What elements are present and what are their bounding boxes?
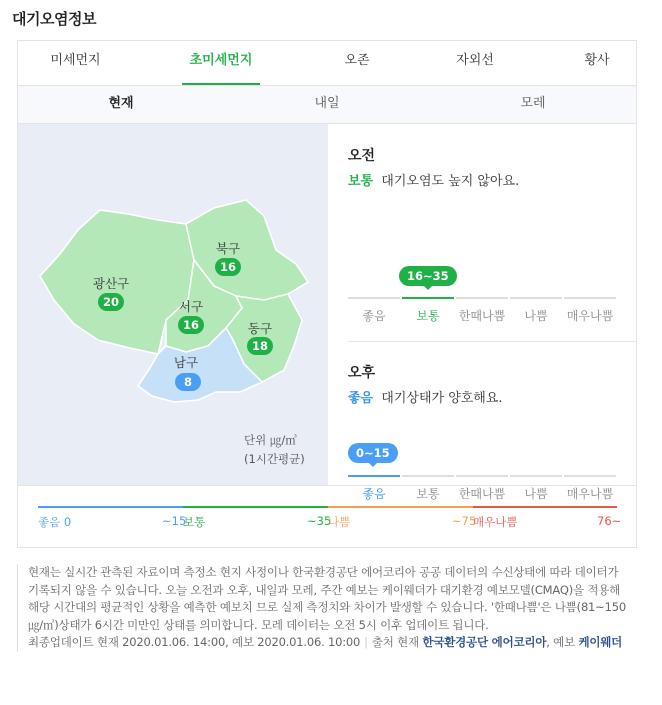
pollutant-tabs xyxy=(18,41,636,86)
source-prefix: 출처 현재 xyxy=(371,635,419,649)
district-value-buk: 16 xyxy=(215,258,241,276)
kweather-link[interactable]: 케이웨더 xyxy=(578,635,623,649)
district-value-seo: 16 xyxy=(178,316,204,334)
district-label-buk: 북구 xyxy=(215,241,241,256)
pm-period-title: 오후 xyxy=(348,365,376,381)
legend-max-bad: ~75 xyxy=(452,514,477,528)
period-divider xyxy=(348,341,636,342)
tab-ultrafine-dust[interactable]: 초미세먼지 xyxy=(182,41,260,85)
district-label-seo: 서구 xyxy=(178,299,204,314)
tab-fine-dust[interactable]: 미세먼지 xyxy=(50,53,101,68)
pm-gauge-segment-very-bad xyxy=(564,475,616,477)
pm-gauge-label-normal: 보통 xyxy=(416,487,440,501)
am-gauge-segment-normal xyxy=(402,297,454,299)
district-label-nam: 남구 xyxy=(173,355,199,370)
pm-gauge-label-good: 좋음 xyxy=(362,487,386,501)
am-gauge-label-very-bad: 매우나쁨 xyxy=(566,309,614,323)
airkorea-link[interactable]: 한국환경공단 에어코리아 xyxy=(422,635,547,649)
am-gauge-label-partly-bad: 한때나쁨 xyxy=(458,309,506,323)
district-value-dong: 18 xyxy=(247,337,273,355)
am-gauge-segment-very-bad xyxy=(564,297,616,299)
notes-footer xyxy=(28,634,629,652)
data-notes xyxy=(17,564,629,652)
pm-gauge-segment-normal xyxy=(402,475,454,477)
notes-body: 현재는 실시간 관측된 자료이며 측정소 현지 사정이나 한국환경공단 에어코리아 공공 데이터의 수신상태에 따라 데이터가 기록되지 않을 수 있습니다. 오늘 오전과 오후, 내일과 모레, 주간 예보는 케이웨더가 대기환경 예보모델(CMAQ)을 적용해 해당 시간대의 평균적인 상황을 예측한 예보치 므로 실제 측정치와 차이가 발생할 수 있습니다. '한때나쁨'은 나쁨(81~150㎍/㎥)상태가 6시간 미만인 상태를 의미합니다. 모레 데이터는 오전 5시 이후 업데이트 됩니다. xyxy=(28,565,626,632)
pm-gauge-label-very-bad: 매우나쁨 xyxy=(566,487,614,501)
district-label-dong: 동구 xyxy=(247,321,273,336)
time-tabs xyxy=(18,86,636,124)
unit-average-line: (1시간평균) xyxy=(244,452,305,466)
district-value-gwangsan: 20 xyxy=(98,293,124,311)
pm-grade: 좋음 xyxy=(348,391,374,406)
pm-gauge-label-bad: 나쁨 xyxy=(524,487,548,501)
legend-bar-good xyxy=(38,506,183,508)
forecast-info xyxy=(328,124,636,501)
air-quality-panel xyxy=(17,40,637,548)
legend-label-bad: 나쁨 xyxy=(328,515,351,529)
legend-bar-normal xyxy=(183,506,328,508)
pm-gauge-segment-partly-bad xyxy=(456,475,508,477)
grade-legend xyxy=(18,485,636,547)
legend-max-normal: ~35 xyxy=(307,514,332,528)
am-gauge-segment-bad xyxy=(510,297,562,299)
am-range-bubble: 16~35 xyxy=(399,266,457,286)
unit-note xyxy=(244,431,305,469)
legend-label-normal: 보통 xyxy=(183,515,206,529)
legend-label-very-bad: 매우나쁨 xyxy=(473,515,518,529)
tab-yellow-dust[interactable]: 황사 xyxy=(584,53,610,68)
legend-max-very-bad: 76~ xyxy=(597,514,622,528)
district-label-gwangsan: 광산구 xyxy=(92,276,130,291)
pm-description: 대기상태가 양호해요. xyxy=(381,391,503,406)
pm-gauge-segment-bad xyxy=(510,475,562,477)
am-status xyxy=(348,170,519,189)
update-time: 최종업데이트 현재 2020.01.06. 14:00, 예보 2020.01.06. 10:00 xyxy=(28,635,361,649)
am-grade: 보통 xyxy=(348,174,374,189)
pm-range-bubble: 0~15 xyxy=(348,443,398,463)
legend-max-good: ~15 xyxy=(162,514,187,528)
am-gauge-segment-good xyxy=(348,297,400,299)
pm-gauge-label-partly-bad: 한때나쁨 xyxy=(458,487,506,501)
legend-bar-very-bad xyxy=(473,506,617,508)
footer-separator: | xyxy=(364,635,368,649)
unit-line: 단위 ㎍/㎥ xyxy=(244,433,297,447)
legend-label-good: 좋음 0 xyxy=(38,515,72,529)
am-gauge-label-normal: 보통 xyxy=(416,309,440,323)
am-gauge-segment-partly-bad xyxy=(456,297,508,299)
pm-status xyxy=(348,387,503,406)
tab-now[interactable]: 현재 xyxy=(108,96,134,111)
district-value-nam: 8 xyxy=(175,373,201,391)
am-gauge-label-bad: 나쁨 xyxy=(524,309,548,323)
page-title: 대기오염정보 xyxy=(12,10,96,28)
legend-bar-bad xyxy=(328,506,473,508)
tab-ozone[interactable]: 오존 xyxy=(344,53,370,68)
pm-gauge-segment-good xyxy=(348,475,400,477)
am-period-title: 오전 xyxy=(348,148,376,164)
district-map xyxy=(18,124,328,485)
tab-tomorrow[interactable]: 내일 xyxy=(314,96,340,111)
am-description: 대기오염도 높지 않아요. xyxy=(381,174,520,189)
am-gauge-label-good: 좋음 xyxy=(362,309,386,323)
source-mid: , 예보 xyxy=(546,635,575,649)
tab-uv[interactable]: 자외선 xyxy=(456,53,494,68)
tab-day-after[interactable]: 모레 xyxy=(520,96,546,111)
